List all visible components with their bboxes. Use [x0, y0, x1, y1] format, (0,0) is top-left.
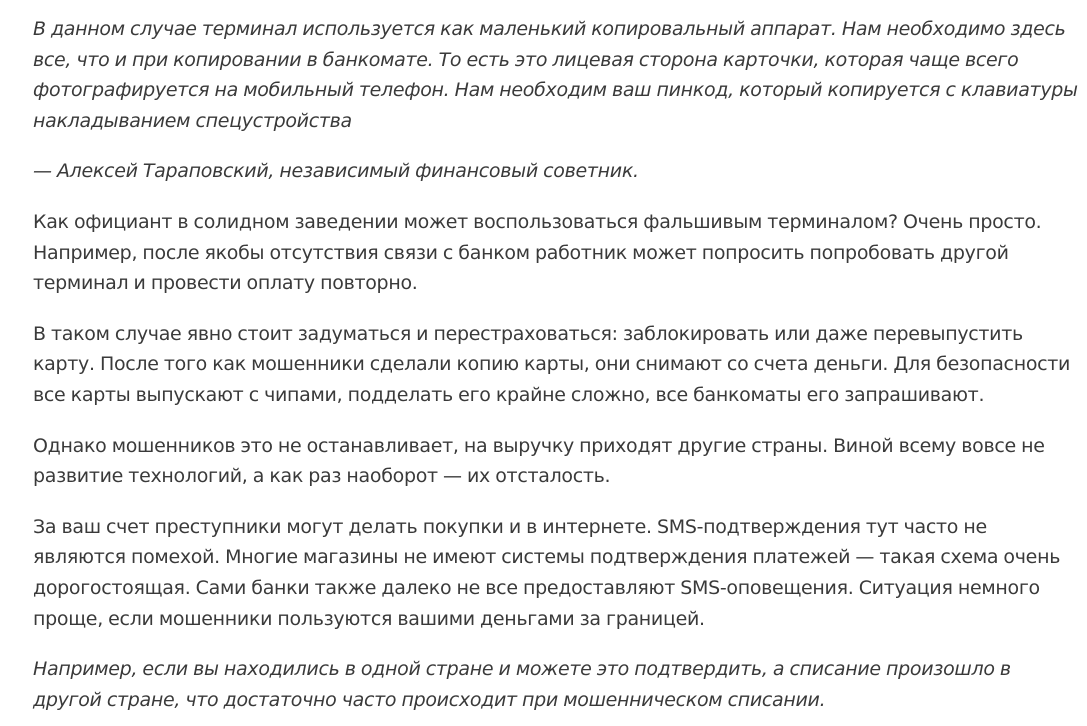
- paragraph-internet-purchases: За ваш счет преступники могут делать покупки и в интернете. SMS-подтверждения тут часто не являются помехой. Многие магазины не имеют системы подтверждения платежей — такая схема очень дорогостоящая. Сами банки также далеко не все предоставляют SMS-оповещения. Ситуация немного проще, если мошенники пользуются вашими деньгами за границей.: [33, 515, 1061, 630]
- paragraph-other-countries: Однако мошенников это не останавливает, на выручку приходят другие страны. Виной всему вовсе не развитие технологий, а как раз наоборот — их отсталость.: [33, 434, 1045, 488]
- quote-author: — Алексей Тараповский, независимый финансовый советник.: [33, 160, 639, 183]
- italic-note: Например, если вы находились в одной стране и можете это подтвердить, а списание произошло в другой стране, что достаточно часто происходит при мошенническом списании.: [33, 658, 1011, 711]
- paragraph-block-card: В таком случае явно стоит задуматься и перестраховаться: заблокировать или даже перевыпустить карту. После того как мошенники сделали копию карты, они снимают со счета деньги. Для безопасности все карты выпускают с чипами, подделать его крайне сложно, все банкоматы его запрашивают.: [33, 322, 1071, 406]
- article-body: [33, 14, 1083, 715]
- paragraph-waiter-terminal: Как официант в солидном заведении может воспользоваться фальшивым терминалом? Очень просто. Например, после якобы отсутствия связи с банком работник может попросить попробовать другой терминал и провести оплату повторно.: [33, 210, 1042, 295]
- quote-text: В данном случае терминал используется как маленький копировальный аппарат. Нам необходимо здесь все, что и при копировании в банкомате. То есть это лицевая сторона карточки, которая чаще всего фотографируется на мобильный телефон. Нам необходим ваш пинкод, который копируется с клавиатуры накладыванием спецустройства: [33, 18, 1078, 132]
